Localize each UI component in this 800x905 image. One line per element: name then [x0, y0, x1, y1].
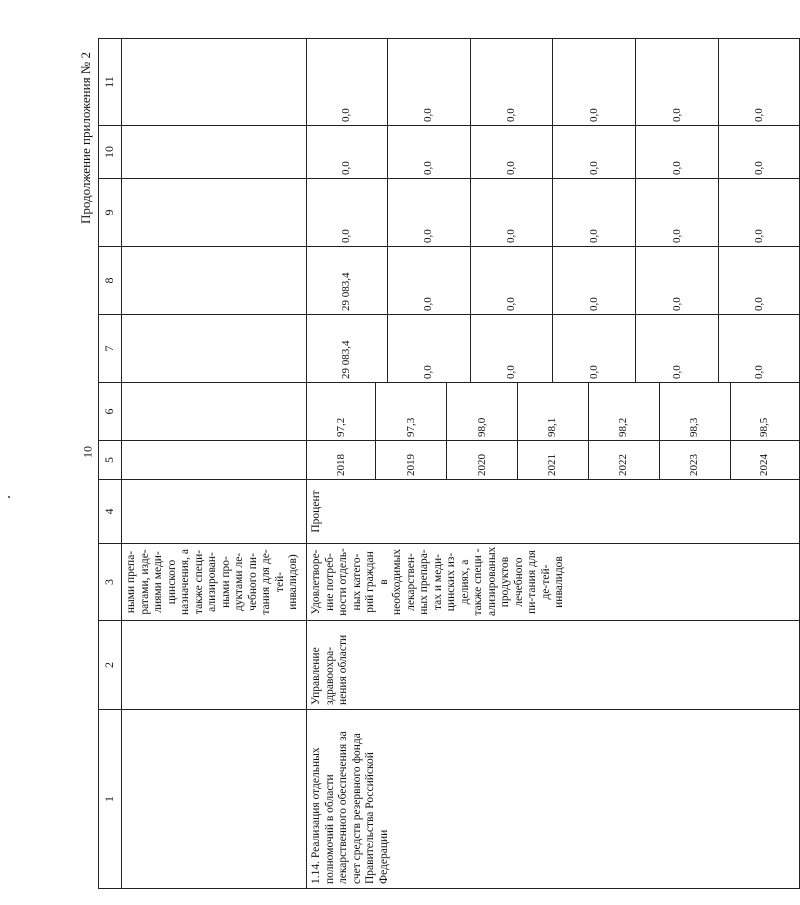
col-header-4: 4: [99, 480, 122, 544]
c11-2022: 0,0: [636, 39, 719, 125]
c9-2018: 0,0: [307, 179, 387, 246]
col11-cell: [307, 39, 800, 126]
year-2020: 2020: [447, 441, 518, 479]
cont-col3-text: ными препа-ратами, изде-лиями меди-цинского назначения, а также специ-ализирован-ными про-дуктами ле-чебного пи-тания для де-тей-инвалидов): [122, 544, 307, 621]
col7-cell: [307, 315, 800, 383]
c9-2022: 0,0: [636, 179, 719, 246]
value-2022: 98,2: [588, 383, 659, 440]
values-cell: [307, 383, 800, 441]
c7-2019: 0,0: [387, 315, 470, 382]
col-header-3: 3: [99, 544, 122, 621]
value-2023: 98,3: [659, 383, 730, 440]
c8-2018: 29 083,4: [307, 247, 387, 314]
c11-2020: 0,0: [470, 39, 553, 125]
col8-list: [307, 247, 799, 314]
c7-2022: 0,0: [636, 315, 719, 382]
header-row: [99, 39, 122, 889]
year-2024: 2024: [758, 454, 771, 476]
c10-2022: 0,0: [636, 126, 719, 178]
value-2019: 97,3: [376, 383, 447, 440]
scan-speck: [8, 496, 10, 498]
col-header-2: 2: [99, 621, 122, 710]
c9-2020: 0,0: [470, 179, 553, 246]
c11-2021: 0,0: [553, 39, 636, 125]
continued-row: [122, 39, 307, 889]
c7-2021: 0,0: [553, 315, 636, 382]
col9-list: [307, 179, 799, 246]
cont-col10: [122, 126, 307, 179]
c9-2019: 0,0: [387, 179, 470, 246]
c8-2019: 0,0: [387, 247, 470, 314]
continuation-label: Продолжение приложения № 2: [78, 52, 93, 224]
appendix-table: [98, 38, 800, 889]
col-header-7: 7: [99, 315, 122, 383]
c9-2021: 0,0: [553, 179, 636, 246]
cont-col9: [122, 179, 307, 247]
c10-2019: 0,0: [387, 126, 470, 178]
indicator-name: Удовлетворе-ние потреб-ности отдель-ных катего-рий граждан в необходимых лекарствен-ных препара-тах и меди-цинских из-делиях, а также специ - ализированых продуктов лечебного пи-тания для де-тей-инвалидов: [307, 544, 800, 621]
unit-of-measure: Процент: [307, 480, 800, 544]
c11-2023: 0,0: [752, 108, 765, 122]
col10-cell: [307, 126, 800, 179]
cont-col11: [122, 39, 307, 126]
cont-col5: [122, 441, 307, 480]
c11-2018: 0,0: [307, 39, 387, 125]
c8-2021: 0,0: [553, 247, 636, 314]
c10-2023: 0,0: [752, 161, 765, 175]
responsible-executor: Управление здравоохра-нения области: [307, 621, 800, 710]
page-number: 10: [80, 446, 95, 458]
c7-2023: 0,0: [752, 365, 765, 379]
cont-col2: [122, 621, 307, 710]
cont-col6: [122, 383, 307, 441]
year-2018: 2018: [307, 441, 376, 479]
cont-col1: [122, 710, 307, 889]
c7-2018: 29 083,4: [307, 315, 387, 382]
value-2020: 98,0: [447, 383, 518, 440]
col8-cell: [307, 247, 800, 315]
col7-list: [307, 315, 799, 382]
col-header-5: 5: [99, 441, 122, 480]
years-list: [307, 441, 799, 479]
c10-2020: 0,0: [470, 126, 553, 178]
col-header-8: 8: [99, 247, 122, 315]
col-header-10: 10: [99, 126, 122, 179]
value-2024: 98,5: [758, 417, 771, 437]
c10-2018: 0,0: [307, 126, 387, 178]
value-2018: 97,2: [307, 383, 376, 440]
value-2021: 98,1: [518, 383, 589, 440]
col-header-9: 9: [99, 179, 122, 247]
year-2022: 2022: [588, 441, 659, 479]
years-cell: [307, 441, 800, 480]
c11-2019: 0,0: [387, 39, 470, 125]
c8-2020: 0,0: [470, 247, 553, 314]
values-list: [307, 383, 799, 440]
year-2019: 2019: [376, 441, 447, 479]
col-header-11: 11: [99, 39, 122, 126]
year-2021: 2021: [518, 441, 589, 479]
c8-2022: 0,0: [636, 247, 719, 314]
rotated-content: [98, 39, 771, 889]
cont-col4: [122, 480, 307, 544]
cont-col7: [122, 315, 307, 383]
col11-list: [307, 39, 799, 125]
col9-cell: [307, 179, 800, 247]
col-header-6: 6: [99, 383, 122, 441]
measure-name: 1.14. Реализация отдельных полномочий в области лекарственного обеспечения за счет средств резервного фонда Правительства Российской Федерации: [307, 710, 800, 889]
cont-col8: [122, 247, 307, 315]
rotated-table-frame: [98, 39, 771, 889]
col10-list: [307, 126, 799, 178]
c8-2023: 0,0: [752, 297, 765, 311]
table-row-1-14: [307, 39, 800, 889]
c9-2023: 0,0: [752, 229, 765, 243]
c10-2021: 0,0: [553, 126, 636, 178]
year-2023: 2023: [659, 441, 730, 479]
col-header-1: 1: [99, 710, 122, 889]
c7-2020: 0,0: [470, 315, 553, 382]
